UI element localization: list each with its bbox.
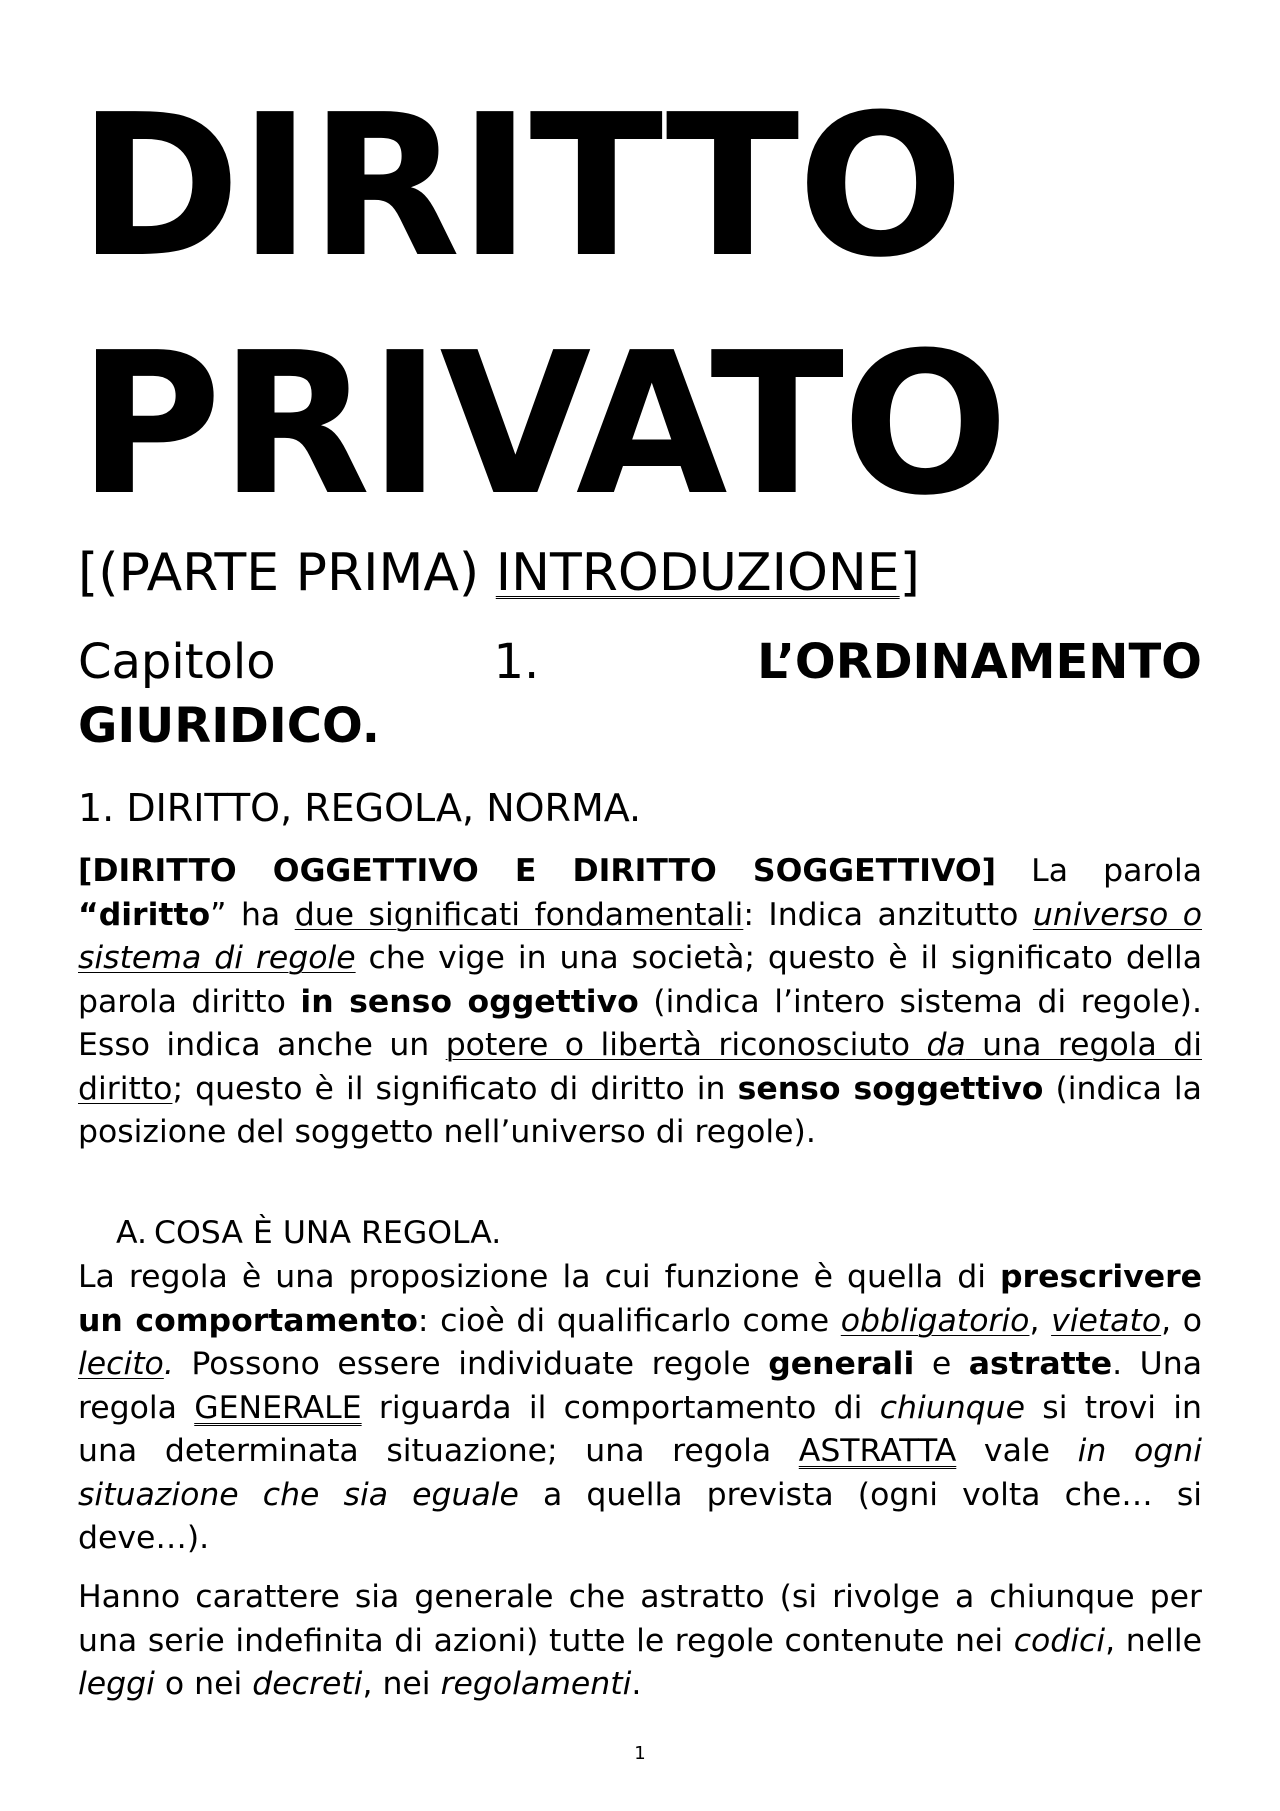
p2-italic-underline: obbligatorio [840,1302,1030,1339]
p2-text: Possono essere individuate regole [173,1346,769,1382]
chapter-title-line-2: GIURIDICO. [78,698,380,754]
document-page [78,0,1202,1811]
p1-bold: senso soggettivo [737,1070,1044,1107]
title-line-2: PRIVATO [78,311,1007,539]
part-suffix: ] [899,543,920,603]
section-heading: 1. DIRITTO, REGOLA, NORMA. [78,786,642,830]
part-heading [78,542,920,604]
p3-italic: regolamenti [440,1666,632,1702]
p2-bold: generali [768,1346,915,1382]
list-marker: A. [116,1215,148,1251]
p1-bold: “diritto [78,896,211,933]
p1-italic-underline: da [926,1027,966,1063]
chapter-number: 1. [493,634,540,690]
p2-italic-underline: lecito [78,1346,164,1382]
p1-text: che vige in una società; questo è il significato della parola diritto [78,940,1203,1020]
part-prefix: [(PARTE PRIMA) [78,543,496,603]
p2-text: La regola è una proposizione la cui funzione è quella di [78,1259,1000,1295]
p3-italic: leggi [78,1666,155,1702]
p3-italic: decreti [252,1666,363,1702]
p1-lead: [DIRITTO OGGETTIVO E DIRITTO SOGGETTIVO] [78,853,997,889]
p2-italic-underline: vietato [1051,1302,1162,1339]
p1-underline: due significati fondamentali [294,896,744,933]
p3-text: o nei [154,1666,253,1702]
document-title [78,68,1007,544]
p2-text: si trovi in una determinata situazione; una regola [78,1389,1202,1469]
p1-text: (indica l’intero sistema di regole). Esso indica anche un [78,983,1202,1063]
p2-italic: . [163,1346,174,1382]
p2-text: : cioè di qualificarlo come [417,1302,841,1339]
p2-italic: chiunque [879,1389,1026,1426]
p1-text: ; questo è il significato di diritto in [172,1070,738,1107]
p1-text: : Indica anzitutto [743,896,1033,933]
p3-text: , nelle [1105,1622,1202,1659]
p1-bold: in senso oggettivo [300,983,639,1020]
p3-italic: codici [1013,1622,1106,1659]
p3-text: Hanno carattere sia generale che astratto (si rivolge a chiunque per una serie indefinita di azioni) tutte le regole contenute nei [78,1579,1202,1659]
p2-text: vale [956,1433,1078,1469]
paragraph-diritto [78,850,1202,1155]
p3-text: . [631,1666,642,1702]
p2-double-underline: ASTRATTA [798,1433,957,1469]
subsection-title: COSA È UNA REGOLA. [154,1215,502,1251]
p2-text: a quella prevista (ogni volta che… si deve…). [78,1476,1202,1556]
chapter-heading [78,630,1202,758]
paragraph-regola [78,1256,1202,1561]
p1-text: ” ha [210,896,295,933]
part-name: INTRODUZIONE [495,543,900,603]
p1-italic-underline: universo o sistema di regole [78,896,1202,976]
p2-text: riguarda il comportamento di [361,1389,880,1426]
p2-text: , o [1161,1302,1202,1339]
p1-text: (indica la posizione del soggetto nell’universo di regole). [78,1070,1202,1150]
title-line-1: DIRITTO [78,73,962,301]
chapter-title-line-1: L’ORDINAMENTO [757,634,1202,690]
p1-text: La parola [996,853,1203,889]
paragraph-carattere [78,1576,1202,1707]
p2-italic: in ogni situazione che sia eguale [78,1433,1202,1513]
subsection-heading [116,1212,501,1256]
chapter-label: Capitolo [78,634,276,690]
p3-text: , nei [362,1666,441,1702]
p2-bold: prescrivere un comportamento [78,1259,1202,1339]
p2-double-underline: GENERALE [194,1389,362,1426]
p2-bold: astratte [968,1346,1113,1382]
p2-text: . Una regola [78,1346,1202,1426]
p1-underline: una regola di diritto [78,1027,1202,1107]
p2-text: , [1029,1302,1052,1339]
p2-text: e [914,1346,969,1382]
page-number: 1 [634,1743,646,1764]
p1-underline: potere o libertà riconosciuto [445,1027,927,1063]
